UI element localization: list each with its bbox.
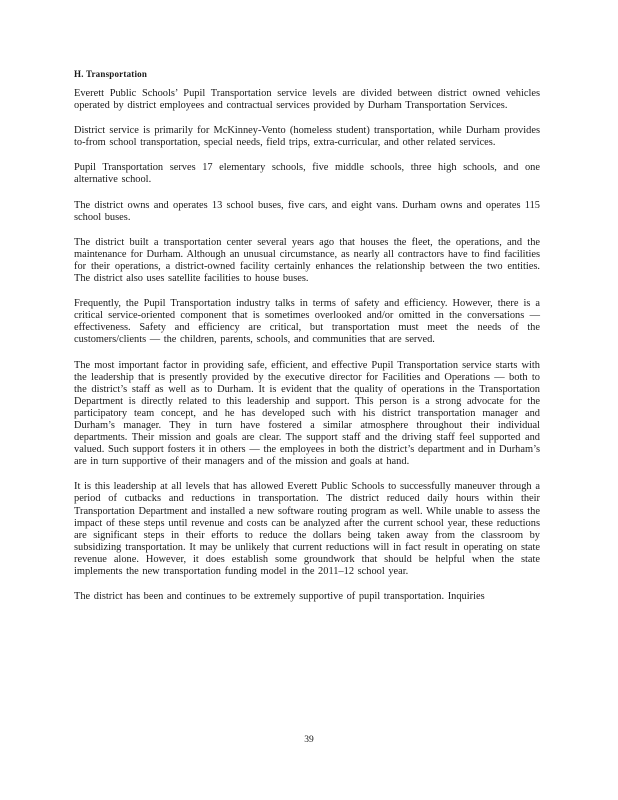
paragraph-cutbacks: It is this leadership at all levels that has allowed Everett Public Schools to successfully maneuver through a period of cutbacks and reductions in transportation. The district reduced daily hours within their Transportation Department and installed a new software routing program as well. While unable to assess the impact of these steps until revenue and costs can be analyzed after the current school year, these reductions are significant steps in their efforts to reduce the dollars being taken away from the classroom by subsidizing transportation. It may be unlikely that current reductions will in fact result in operating on state revenue alone. However, it does establish some groundwork that should be helpful when the state implements the new transportation funding model in the 2011–12 school year. bbox=[74, 481, 540, 577]
page-number: 39 bbox=[304, 735, 314, 745]
paragraph-district-service: District service is primarily for McKinney-Vento (homeless student) transportation, while Durham provides to-from school transportation, special needs, field trips, extra-curricular, and other related services. bbox=[74, 125, 540, 149]
paragraph-fleet: The district owns and operates 13 school buses, five cars, and eight vans. Durham owns and operates 115 school buses. bbox=[74, 199, 540, 223]
document-page bbox=[74, 68, 540, 616]
paragraph-leadership: The most important factor in providing safe, efficient, and effective Pupil Transportation service starts with the leadership that is presently provided by the executive director for Facilities and Operations — both to the district’s staff as well as to Durham. It is evident that the quality of operations in the Transportation Department is directly related to this leadership and support. This person is a strong advocate for the participatory team concept, and he has developed such with his district transportation manager and Durham’s manager. They in turn have fostered a similar atmosphere throughout their individual departments. Their mission and goals are clear. The support staff and the driving staff feel supported and valued. Such support fosters it in others — the employees in both the district’s department and in Durham’s are in turn supportive of their managers and of the mission and goals at hand. bbox=[74, 359, 540, 468]
paragraph-transportation-center: The district built a transportation center several years ago that houses the fleet, the operations, and the maintenance for Durham. Although an unusual circumstance, as nearly all contractors have to find facilities for their operations, a district-owned facility certainly enhances the relationship between the two entities. The district also uses satellite facilities to house buses. bbox=[74, 236, 540, 285]
section-heading: H. Transportation bbox=[74, 69, 148, 79]
paragraph-safety-efficiency: Frequently, the Pupil Transportation industry talks in terms of safety and efficiency. However, there is a critical service-oriented component that is sometimes overlooked and/or omitted in the conversations — effectiveness. Safety and efficiency are critical, but transportation must meet the needs of the customers/clients — the children, parents, schools, and communities that are served. bbox=[74, 298, 540, 346]
paragraph-schools-served: Pupil Transportation serves 17 elementary schools, five middle schools, three high schools, and one alternative school. bbox=[74, 162, 540, 186]
paragraph-service-levels: Everett Public Schools’ Pupil Transportation service levels are divided between district owned vehicles operated by district employees and contractual services provided by Durham Transportation Services. bbox=[74, 88, 540, 112]
paragraph-continued: The district has been and continues to be extremely supportive of pupil transportation. Inquiries bbox=[74, 591, 485, 603]
